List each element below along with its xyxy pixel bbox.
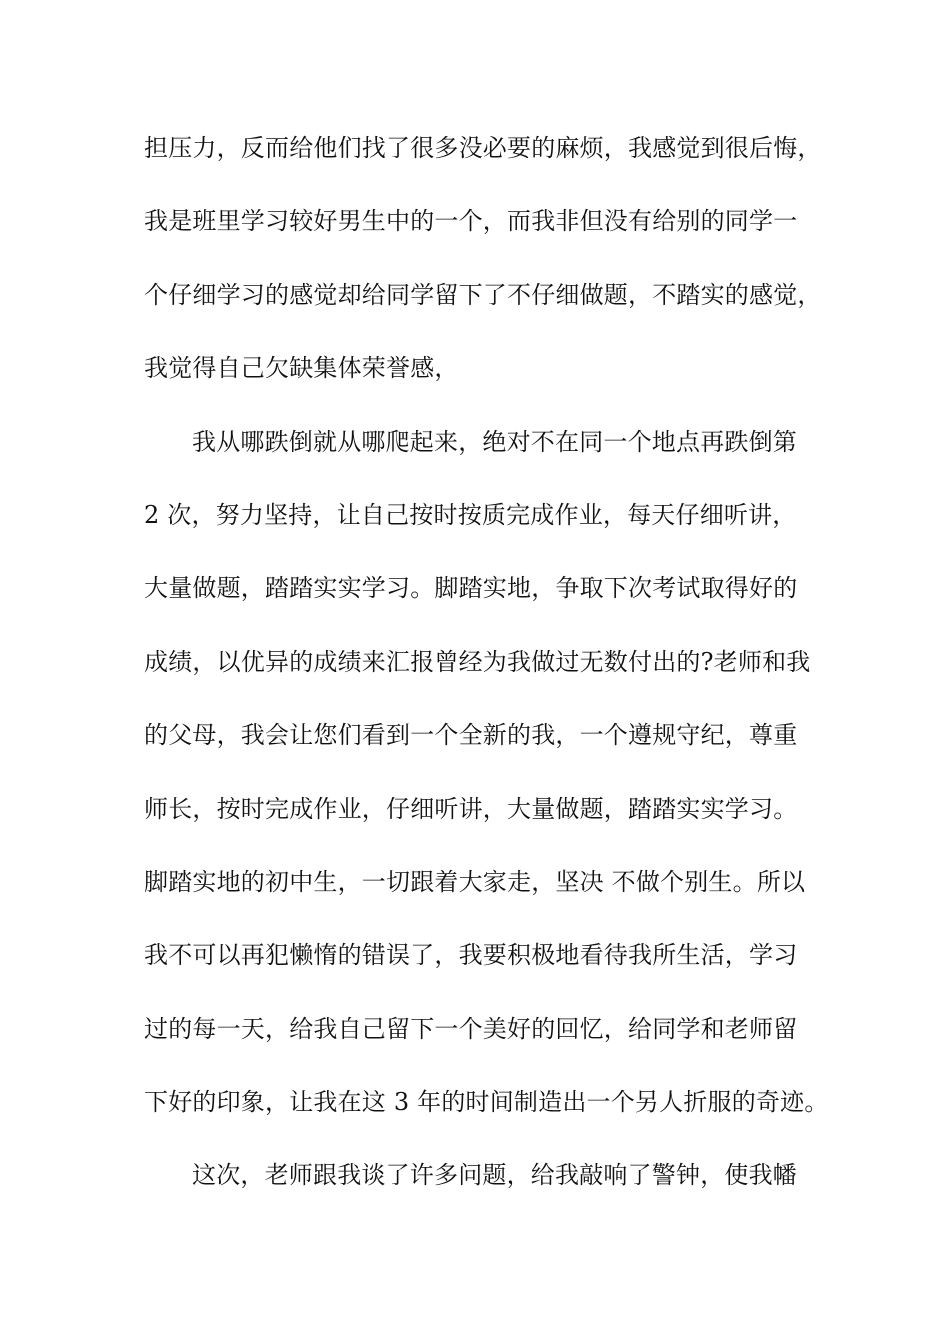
text-line: 过的每一天，给我自己留下一个美好的回忆，给同学和老师留	[144, 1014, 798, 1043]
text-line: 我觉得自己欠缺集体荣誉感，	[144, 354, 459, 383]
text-line: 我是班里学习较好男生中的一个，而我非但没有给别的同学一	[144, 207, 798, 236]
text-line: 的父母，我会让您们看到一个全新的我，一个遵规守纪，尊重	[144, 721, 798, 750]
text-line: 成绩，以优异的成绩来汇报曾经为我做过无数付出的?老师和我	[144, 647, 811, 676]
body-text	[144, 128, 834, 1229]
text-line: 师长，按时完成作业，仔细听讲，大量做题，踏踏实实学习。	[144, 794, 798, 823]
text-line: 担压力，反而给他们找了很多没必要的麻烦，我感觉到很后悔，	[144, 134, 822, 162]
text-line: 个仔细学习的感觉却给同学留下了不仔细做题，不踏实的感觉，	[144, 280, 822, 309]
text-line: 2 次，努力坚持，让自己按时按质完成作业，每天仔细听讲，	[144, 500, 797, 529]
text-line: 脚踏实地的初中生，一切跟着大家走，坚决 不做个别生。所以	[144, 867, 806, 896]
text-line: 下好的印象，让我在这 3 年的时间制造出一个另人折服的奇迹。	[144, 1088, 829, 1117]
paragraph-start-line: 这次，老师跟我谈了许多问题，给我敲响了警钟，使我幡	[192, 1161, 797, 1190]
paragraph-start-line: 我从哪跌倒就从哪爬起来，绝对不在同一个地点再跌倒第	[192, 427, 797, 456]
text-line: 大量做题，踏踏实实学习。脚踏实地，争取下次考试取得好的	[144, 574, 798, 603]
text-line: 我不可以再犯懒惰的错误了，我要积极地看待我所生活，学习	[144, 941, 798, 970]
